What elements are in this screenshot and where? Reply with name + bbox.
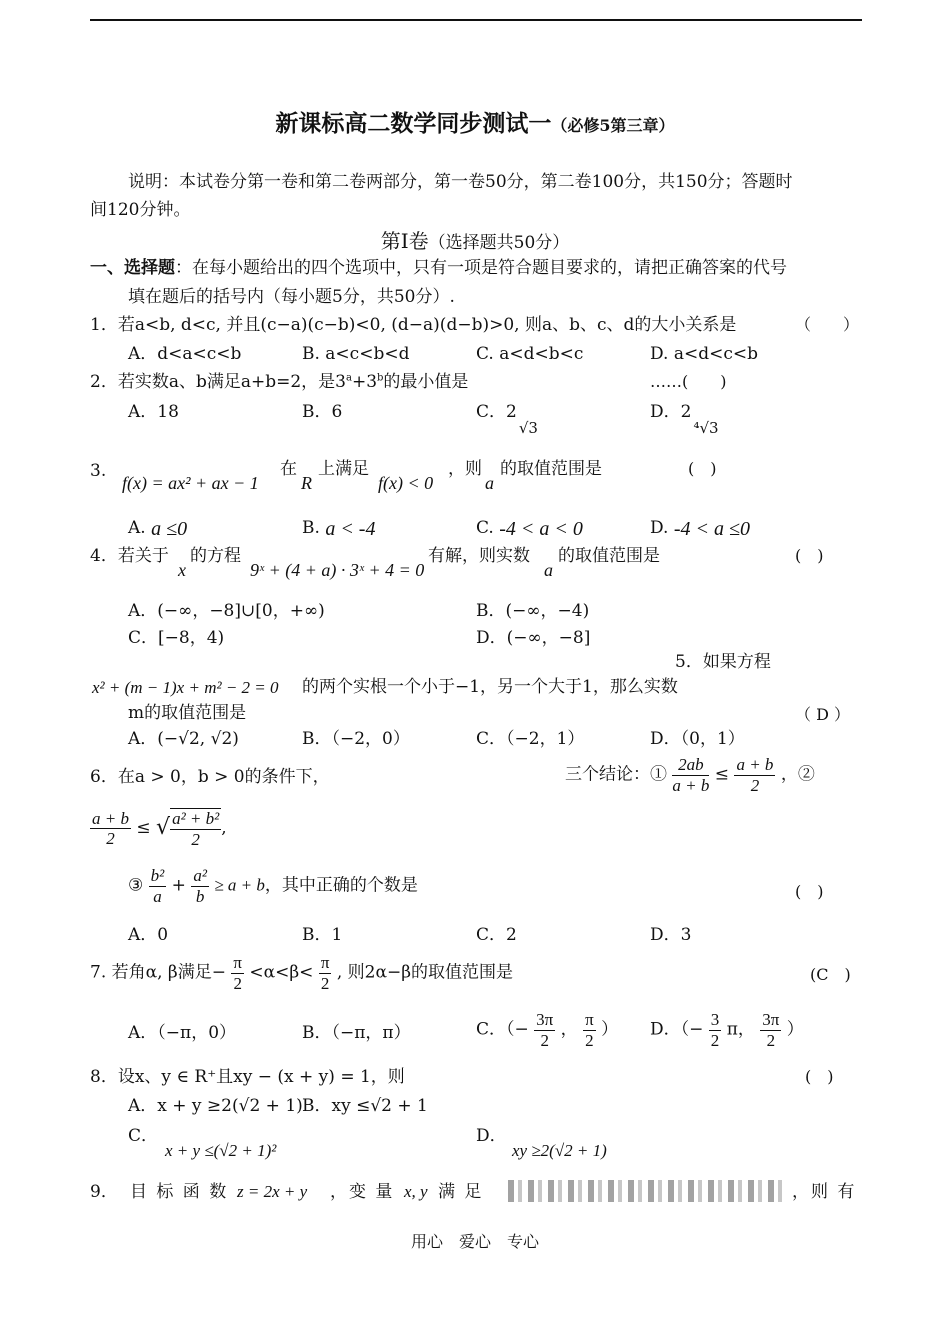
q4-a: a — [544, 560, 553, 580]
q4-text-3: 有解，则实数 — [428, 546, 530, 566]
q8-option-b: B．xy ≤√2 + 1 — [302, 1096, 428, 1116]
q3-function: f(x) = ax² + ax − 1 — [122, 473, 259, 493]
q3-a: a — [485, 473, 494, 493]
q7-stem: 7. 若角α, β满足− $\frac{\pi}{2}$ <α<β< $\frac{\pi}{2}$ , 则2α−β的取值范围是 — [90, 953, 514, 993]
q8-stem: 8．设x、y ∈ R⁺且xy − (x + y) = 1，则 — [90, 1067, 405, 1087]
q9-number: 9． — [90, 1182, 118, 1202]
q6-conclusion-3: ③ $\frac{\text{b²}}{a}$ + $\frac{\text{a²}}{b}$ ≥ a + b，其中正确的个数是 — [128, 866, 418, 906]
q5-text-1: 的两个实根一个小于−1，另一个大于1，那么实数 — [302, 677, 678, 697]
q6-fraction-3: $\frac{a + b}{2}$ — [92, 808, 129, 849]
q6-option-d: D．3 — [650, 925, 692, 945]
q3-text-2: 上满足 — [318, 459, 369, 479]
q3-condition: f(x) < 0 — [378, 473, 434, 493]
instruction-line-2: 填在题后的括号内（每小题5分，共50分）. — [128, 287, 455, 307]
q6-fraction-2: $\frac{a + b}{2}$ — [736, 755, 774, 795]
q6-conclusion-2: $\frac{a + b}{2}$ ≤ √ $\frac{\text{a² + b²}}{2}$ , — [92, 808, 227, 849]
q2-stem: 2．若实数a、b满足a+b=2，是$3^a+3^b$的最小值是 — [90, 372, 469, 392]
q1-option-c: C. a<d<b<c — [476, 344, 584, 364]
q4-text-4: 的取值范围是 — [558, 546, 660, 566]
q4-x: x — [178, 560, 186, 580]
q3-text-1: 在 — [280, 459, 297, 479]
q3-number: 3. — [90, 461, 107, 481]
q1-option-b: B. a<c<b<d — [302, 344, 410, 364]
q2-option-d: D．2⁴√3 — [650, 402, 719, 437]
q5-equation: x² + (m − 1)x + m² − 2 = 0 — [92, 678, 279, 697]
q3-R: R — [301, 473, 312, 493]
q7-option-a: A．（−π，0） — [128, 1023, 237, 1043]
q9-text-4: ，则 有 — [792, 1182, 857, 1202]
q1-stem: 1．若a<b, d<c, 并且(c−a)(c−b)<0, (d−a)(d−b)>0, 则a、b、c、d的大小关系是 — [90, 315, 737, 335]
q5-option-c: C．（−2，1） — [476, 729, 585, 749]
page-footer: 用心 爱心 专心 — [410, 1232, 539, 1251]
q9-constraint-system-image — [508, 1180, 783, 1202]
q7-option-c: C．（− $\frac{3\pi}{2}$ ， $\frac{\pi}{2}$ ） — [476, 1010, 619, 1050]
q1-option-a: A．d<a<c<b — [128, 344, 242, 364]
q6-root: $\frac{\text{a² + b²}}{2}$ — [172, 809, 220, 849]
q3-text-3: ，则 — [448, 459, 482, 479]
instruction-line-1: 一、选择题：在每小题给出的四个选项中，只有一项是符合题目要求的，请把正确答案的代号 — [90, 258, 787, 278]
q9-objective: z = 2x + y — [237, 1182, 308, 1201]
q5-option-a: A．(−√2, √2) — [128, 729, 239, 749]
q4-answer-paren: ( ) — [795, 546, 824, 565]
q2-option-c: C．2√3 — [476, 402, 538, 437]
q8-option-c-label: C． — [128, 1126, 159, 1146]
q9-text-3: 满 足 — [438, 1182, 484, 1202]
header-rule — [90, 19, 862, 21]
q8-option-a: A．x + y ≥2(√2 + 1) — [128, 1096, 303, 1116]
q4-text-2: 的方程 — [190, 546, 241, 566]
q2-option-a: A．18 — [128, 402, 179, 422]
q6-option-b: B．1 — [302, 925, 343, 945]
section-heading: 第Ⅰ卷（选择题共50分） — [380, 229, 570, 253]
q6-conclusions: 三个结论：① $\frac{2ab}{a + b}$ ≤ $\frac{a + b}{2}$ ，② — [565, 755, 815, 795]
intro-line-1: 说明：本试卷分第一卷和第二卷两部分，第一卷50分，第二卷100分，共150分；答题时 — [128, 172, 793, 192]
q5-text-2: m的取值范围是 — [128, 703, 247, 723]
q3-option-b: B. a < -4 — [302, 518, 376, 540]
q9-text-2: ，变 量 — [330, 1182, 395, 1202]
q5-option-d: D．（0，1） — [650, 729, 745, 749]
q5-answer-paren: （ D ） — [795, 705, 851, 724]
q8-option-d: xy ≥2(√2 + 1) — [512, 1141, 607, 1160]
q6-answer-paren: ( ) — [795, 882, 824, 901]
q4-option-b: B．(−∞，−4) — [476, 601, 590, 621]
q3-answer-paren: ( ) — [688, 459, 717, 478]
q7-answer-paren: (C ) — [810, 965, 851, 984]
q8-option-c: x + y ≤(√2 + 1)² — [165, 1141, 277, 1160]
q4-option-c: C．[−8，4) — [128, 628, 225, 648]
page-title: 新课标高二数学同步测试一（必修5第三章） — [275, 110, 675, 137]
q4-option-a: A．(−∞，−8]∪[0，+∞) — [128, 601, 325, 621]
q4-text-1: 4．若关于 — [90, 546, 169, 566]
q2-option-b: B．6 — [302, 402, 343, 422]
q8-answer-paren: ( ) — [805, 1067, 834, 1086]
q3-option-c: C. -4 < a < 0 — [476, 518, 583, 540]
q5-lead: 5．如果方程 — [675, 652, 771, 672]
q4-option-d: D．(−∞，−8] — [476, 628, 591, 648]
q6-option-c: C．2 — [476, 925, 517, 945]
intro-line-2: 间120分钟。 — [90, 200, 191, 220]
q3-option-d: D. -4 < a ≤0 — [650, 518, 750, 540]
q1-option-d: D. a<d<c<b — [650, 344, 758, 364]
q7-option-b: B．（−π，π） — [302, 1023, 411, 1043]
q9-text-1: 目 标 函 数 — [130, 1182, 229, 1202]
q3-option-a: A. a ≤0 — [128, 518, 188, 540]
q7-option-d: D．（− $\frac{3}{2}$ π， $\frac{3\pi}{2}$ ） — [650, 1010, 804, 1050]
q1-answer-paren: （ ） — [795, 315, 860, 334]
q6-text-1: 6．在a > 0，b > 0的条件下， — [90, 767, 330, 787]
q8-option-d-label: D． — [476, 1126, 507, 1146]
q6-option-a: A．0 — [128, 925, 169, 945]
q5-option-b: B．（−2，0） — [302, 729, 410, 749]
q9-variables: x, y — [404, 1182, 428, 1201]
q2-answer-paren: ……( ) — [650, 372, 727, 391]
q3-text-4: 的取值范围是 — [500, 459, 602, 479]
q6-fraction-1: $\frac{2ab}{a + b}$ — [672, 755, 710, 795]
q4-equation: 9ˣ + (4 + a) · 3ˣ + 4 = 0 — [250, 560, 425, 580]
